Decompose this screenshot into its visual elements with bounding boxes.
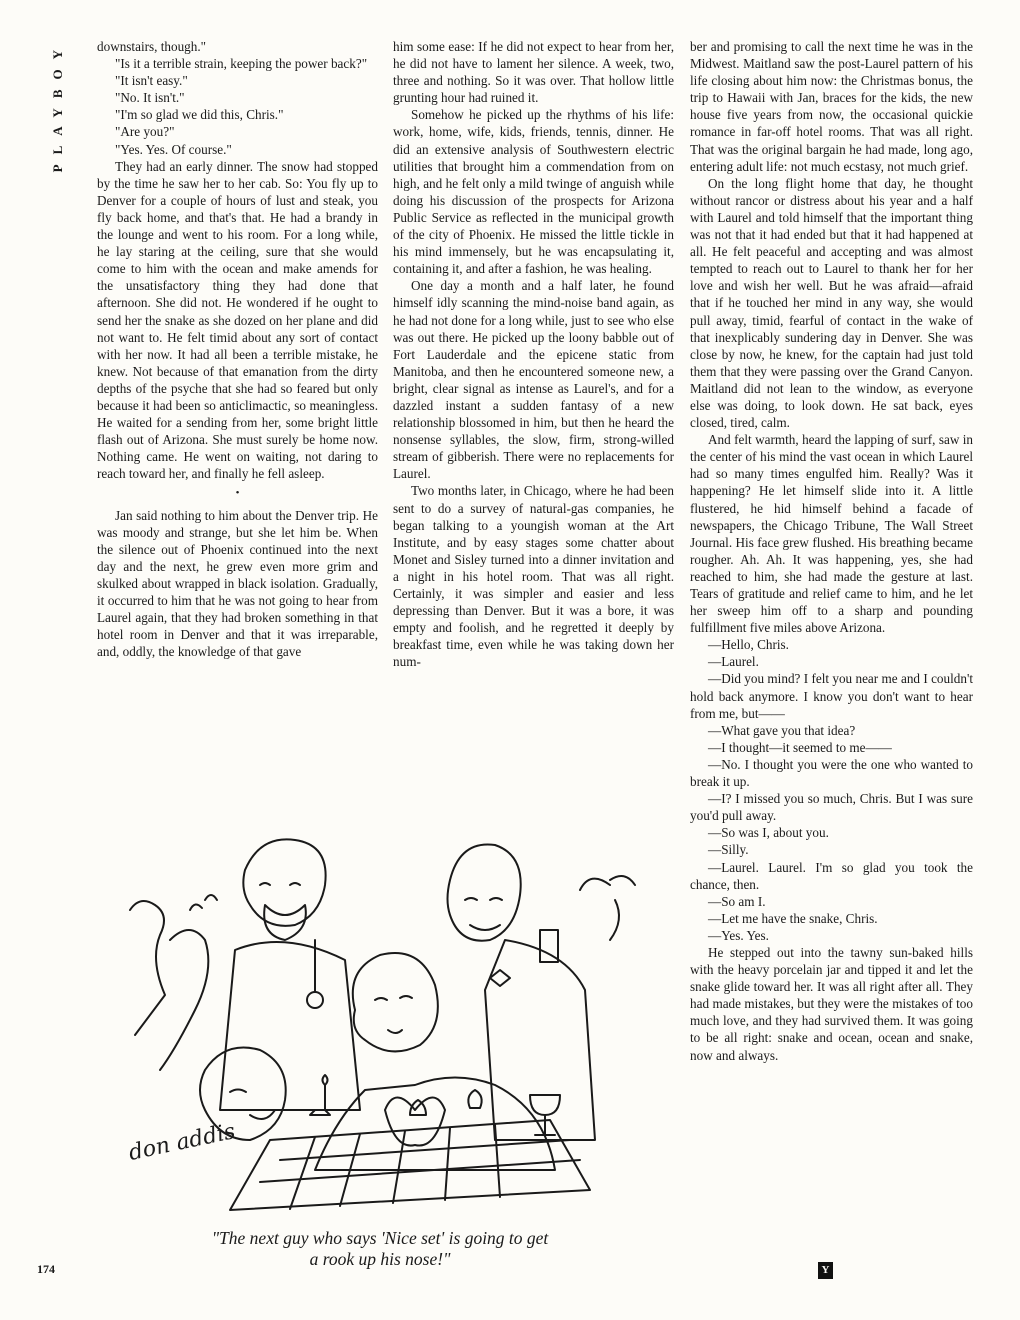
- magazine-logo: PLAYBOY: [50, 40, 65, 173]
- paragraph: Two months later, in Chicago, where he had been sent to do a survey of natural-gas companies, he began talking to a youngish woman at the Art Institute, and by easy stages some chatter about Monet and Sisley turned into a dinner invitation and a night in his hotel room. That was all right. Certainly, it was simpler and easier and less depressing than Denver. But it was a bore, it was empty and foolish, and he regretted it deeply by breakfast time, even while he was taking down her num-: [393, 483, 674, 670]
- dialogue-line: —Laurel.: [708, 654, 759, 670]
- paragraph: He stepped out into the tawny sun-baked hills with the heavy porcelain jar and tipped it and let the snake glide toward her. It was all right after all. They had made mistakes, but they were the mistakes of too much love, and they had survived them. It was going to be all right: snake and ocean, ocean and snake, now and always.: [690, 944, 973, 1063]
- dialogue-line: —Yes. Yes.: [708, 927, 769, 943]
- end-mark-icon: Y: [818, 1262, 833, 1279]
- dialogue-line: —No. I thought you were the one who wanted to break it up.: [690, 756, 973, 790]
- text-column-1: [97, 38, 378, 808]
- cartoon-illustration: [110, 830, 655, 1215]
- dialogue-line: —I thought—it seemed to me——: [708, 739, 892, 755]
- artist-signature: don addis: [126, 1119, 238, 1166]
- dialogue-line: —What gave you that idea?: [708, 722, 856, 738]
- paragraph: On the long flight home that day, he thought without rancor or distress about his year and a half with Laurel and told himself that the important thing was not that it had ended but that it had happened at all. He felt peaceful and accepting and was almost tempted to reach out to Laurel to thank her for her love and wish her well. But he was afraid—afraid that if he touched her mind in any way, she would pull away, timid, fearful of contact in the wake of that inexplicably sundering day in Denver. She was close by now, he knew, for the captain had just told them that they were passing over the Grand Canyon. Maitland did not lean to the window, as everyone else was doing, to look down. He sat back, eyes closed, tired, calm.: [690, 175, 973, 431]
- dialogue-line: —I? I missed you so much, Chris. But I was sure you'd pull away.: [690, 791, 973, 824]
- paragraph: "Is it a terrible strain, keeping the power back?": [115, 56, 368, 72]
- paragraph: "Are you?": [115, 124, 175, 140]
- dialogue-line: —So am I.: [708, 893, 766, 909]
- paragraph: "It isn't easy.": [115, 73, 188, 89]
- dialogue-line: —Laurel. Laurel. I'm so glad you took the chance, then.: [690, 859, 973, 892]
- dialogue-line: —Did you mind? I felt you near me and I couldn't hold back anymore. I know you don't want to hear from me, but——: [690, 671, 973, 721]
- paragraph: "I'm so glad we did this, Chris.": [115, 107, 284, 123]
- page-number: 174: [37, 1262, 55, 1276]
- paragraph: One day a month and a half later, he found himself idly scanning the mind-noise band again, as he had not done for a long while, just to see who else was out there. He picked up the loony babble out of Fort Lauderdale and the epicene static from Manitoba, and then he encountered someone new, a bright, clear signal as intense as Laurel's, and for a dazzled instant a sudden fantasy of a new relationship blossomed in him, but then he heard the nonsense syllables, the slow, firm, strong-willed stream of gibberish. There were no replacements for Laurel.: [393, 278, 674, 482]
- paragraph: "No. It isn't.": [115, 90, 185, 106]
- dialogue-line: —So was I, about you.: [708, 825, 829, 841]
- dialogue-line: —Let me have the snake, Chris.: [708, 910, 878, 926]
- paragraph: him some ease: If he did not expect to hear from her, he did not have to lament her silence. A week, two, three and nothing. So it was over. That hollow little grunting hour had ruined it.: [393, 39, 674, 106]
- text-column-2: [393, 38, 674, 808]
- paragraph: They had an early dinner. The snow had stopped by the time he saw her to her cab. So: You fly up to Denver for a couple of hours of lust and steak, you fly back home, and that's that. He had a brandy in the lounge and went to his room. For a long while, he lay staring at the ceiling, sure that she would come to him with the ocean and make amends for the unsatisfactory thing they had done that afternoon. She did not. He wondered if he ought to send her the snake as she dozed on her plane and did not want to. He felt timid about any sort of contact with her now. It had all been a terrible mistake, he knew. Not because of that emanation from the dirty depths of the psyche that she had so feared but only because it had been so anticlimactic, so meaningless. He waited for a sending from her, some bright little flash out of Arizona. She must surely be home now. Nothing came. He went on waiting, not daring to reach toward her, and finally he fell asleep.: [97, 158, 378, 482]
- paragraph: "Yes. Yes. Of course.": [115, 141, 232, 157]
- dialogue-line: —Silly.: [708, 842, 749, 858]
- section-break: •: [235, 487, 240, 500]
- text-column-3: [690, 38, 973, 1268]
- paragraph: And felt warmth, heard the lapping of surf, saw in the center of his mind the vast ocean in which Laurel had so many times engulfed him. Really? Was it happening? He let himself slide into it. A little flustered, he hid himself behind a facade of newspapers, the Chicago Tribune, The Wall Street Journal. His face grew flushed. His breathing became rougher. Ah. Ah. It was happening, yes, she had reached to him, she had made the gesture at last. Tears of gratitude and relief came to him, and he let her sweep him off to a sharp and pounding fulfillment five miles above Arizona.: [690, 432, 973, 636]
- caption-line-1: "The next guy who says 'Nice set' is going to get: [211, 1228, 549, 1248]
- paragraph: Jan said nothing to him about the Denver trip. He was moody and strange, but she let him be. When the silence out of Phoenix continued into the next day and the next, he grew even more grim and skulked about wrapped in black isolation. Gradually, it occurred to him that he was not going to hear from Laurel again, that they had broken something in that hotel room in Denver and that it was irreparable, and, oddly, the knowledge of that gave: [97, 507, 378, 660]
- dialogue-line: —Hello, Chris.: [708, 637, 789, 653]
- cartoon-caption: [150, 1228, 610, 1270]
- paragraph: Somehow he picked up the rhythms of his life: work, home, wife, kids, friends, tennis, dinner. He did an extensive analysis of Southwestern electric utilities that brought him a commendation from on high, and he felt only a mild twinge of anguish while doing his discussion of the prospects for Arizona Public Service as reflected in the municipal growth of the city of Phoenix. He missed the little tickle in his mind immensely, but he was encapsulating it, containing it, and after a fashion, he was healing.: [393, 107, 674, 277]
- caption-line-2: a rook up his nose!": [309, 1249, 451, 1269]
- paragraph: ber and promising to call the next time he was in the Midwest. Maitland saw the post-Laurel pattern of his life closing about him now: the Christmas bonus, the trip to Hawaii with Jan, braces for the kids, the new house five years from now, the occasional quickie romance in far-off hotel rooms. That was all right. That was the original bargain he had made, long ago, entering adult life: not much ecstasy, not much grief.: [690, 39, 973, 174]
- paragraph: downstairs, though.": [97, 39, 207, 54]
